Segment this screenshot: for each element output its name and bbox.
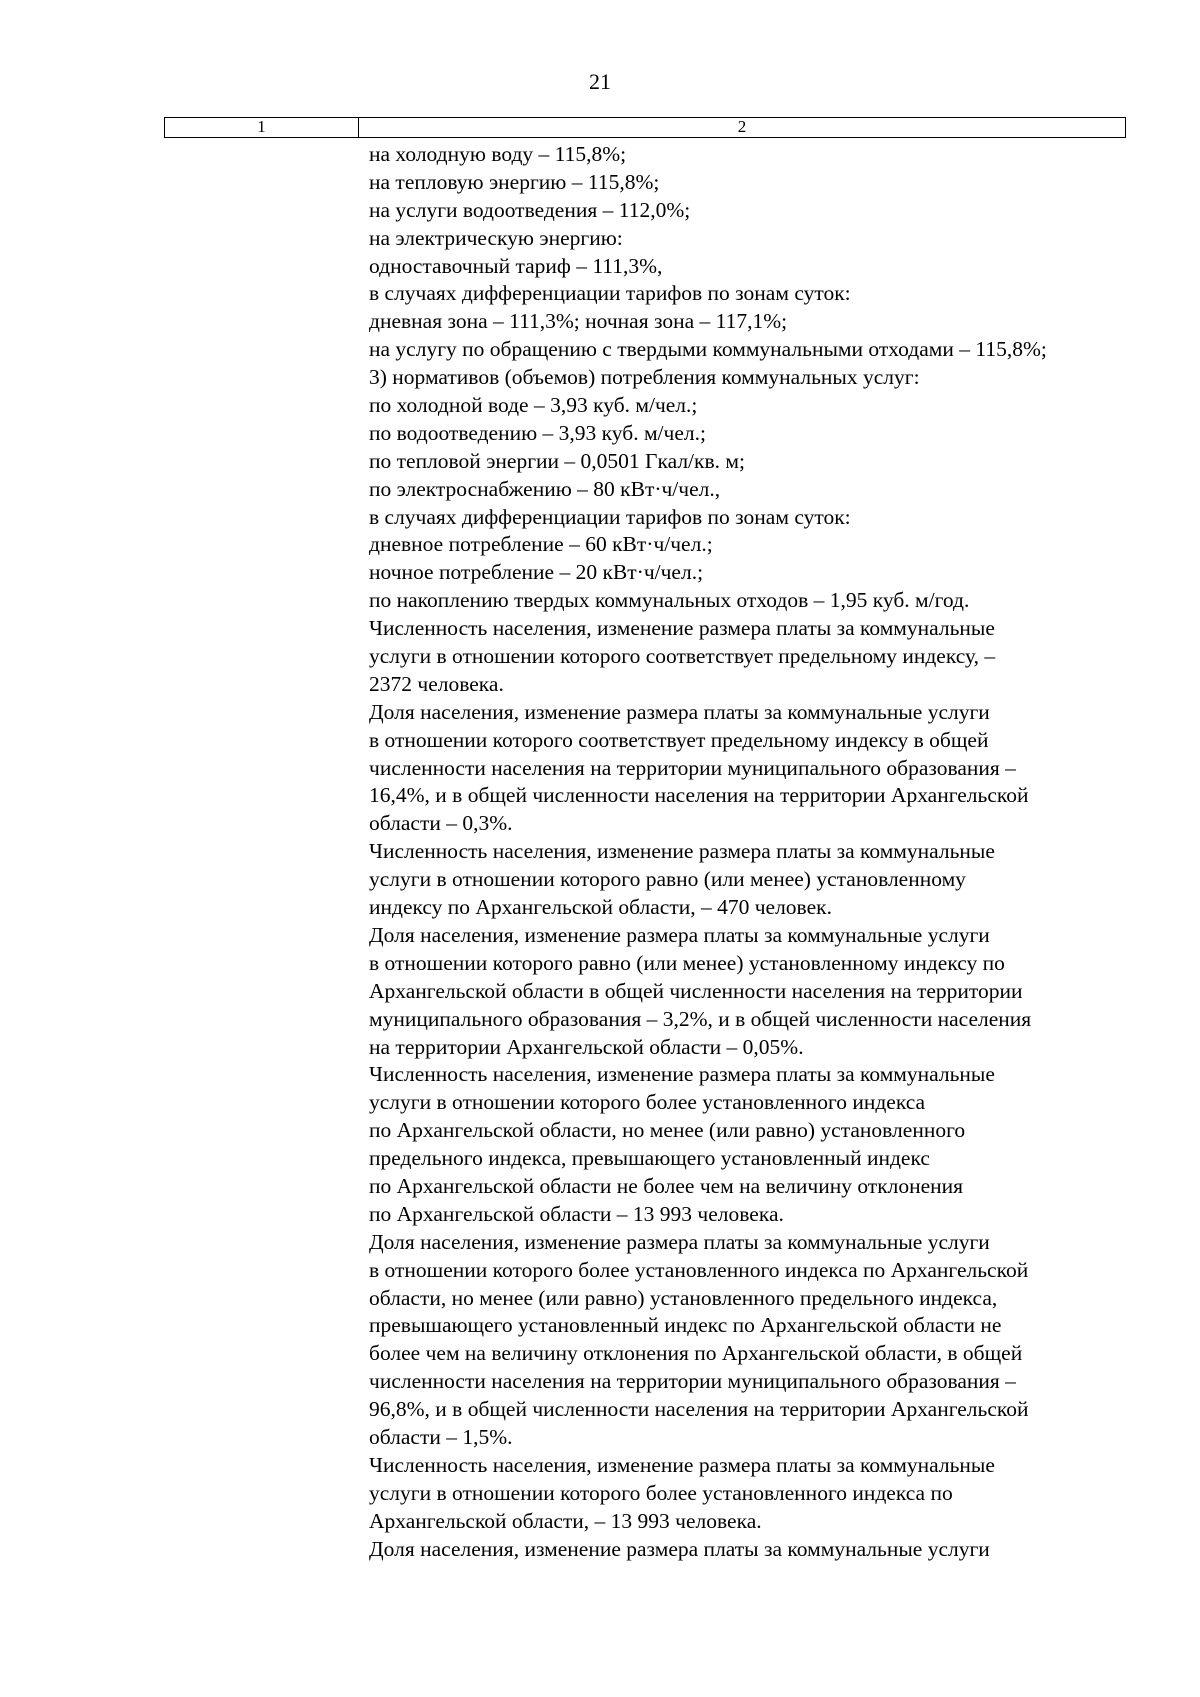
text-line: численности населения на территории муниципального образования – bbox=[369, 755, 1016, 780]
page-number: 21 bbox=[589, 69, 611, 94]
text-line: Численность населения, изменение размера платы за коммунальные bbox=[369, 616, 995, 641]
text-line: по электроснабжению – 80 кВт·ч/чел., bbox=[369, 476, 721, 501]
text-line: дневное потребление – 60 кВт·ч/чел.; bbox=[369, 532, 713, 557]
text-line: в отношении которого равно (или менее) установленному индексу по bbox=[369, 950, 1005, 975]
text-line: муниципального образования – 3,2%, и в общей численности населения bbox=[369, 1006, 1032, 1031]
text-line: по Архангельской области – 13 993 человека. bbox=[369, 1201, 784, 1226]
text-line: Доля населения, изменение размера платы за коммунальные услуги bbox=[369, 1229, 990, 1254]
text-line: Численность населения, изменение размера платы за коммунальные bbox=[369, 1062, 995, 1087]
text-line: на тепловую энергию – 115,8%; bbox=[369, 169, 660, 194]
text-line: на услугу по обращению с твердыми коммунальными отходами – 115,8%; bbox=[369, 337, 1047, 362]
text-line: индексу по Архангельской области, – 470 человек. bbox=[369, 895, 832, 920]
text-line: ночное потребление – 20 кВт·ч/чел.; bbox=[369, 560, 704, 585]
text-line: по Архангельской области, но менее (или равно) установленного bbox=[369, 1118, 966, 1143]
text-line: области – 0,3%. bbox=[369, 811, 513, 836]
text-line: области – 1,5%. bbox=[369, 1424, 513, 1449]
text-line: Доля населения, изменение размера платы за коммунальные услуги bbox=[369, 922, 990, 947]
text-line: одноставочный тариф – 111,3%, bbox=[369, 253, 663, 278]
text-line: в отношении которого более установленного индекса по Архангельской bbox=[369, 1257, 1029, 1282]
text-line: по Архангельской области не более чем на величину отклонения bbox=[369, 1173, 964, 1198]
text-line: области, но менее (или равно) установленного предельного индекса, bbox=[369, 1285, 998, 1310]
text-line: по холодной воде – 3,93 куб. м/чел.; bbox=[369, 393, 698, 418]
text-line: дневная зона – 111,3%; ночная зона – 117,1%; bbox=[369, 309, 788, 334]
text-line: Численность населения, изменение размера платы за коммунальные bbox=[369, 839, 995, 864]
text-line: в случаях дифференциации тарифов по зонам суток: bbox=[369, 504, 851, 529]
text-line: услуги в отношении которого равно (или менее) установленному bbox=[369, 867, 966, 892]
text-line: Архангельской области в общей численности населения на территории bbox=[369, 978, 1023, 1003]
text-line: в случаях дифференциации тарифов по зонам суток: bbox=[369, 281, 851, 306]
text-line: Архангельской области, – 13 993 человека. bbox=[369, 1508, 762, 1533]
text-line: превышающего установленный индекс по Архангельской области не bbox=[369, 1313, 1002, 1338]
text-line: на услуги водоотведения – 112,0%; bbox=[369, 197, 691, 222]
table-header-row bbox=[164, 117, 1126, 138]
text-line: Доля населения, изменение размера платы за коммунальные услуги bbox=[369, 699, 990, 724]
text-line: на территории Архангельской области – 0,05%. bbox=[369, 1034, 804, 1059]
table-header-cell-1: 1 bbox=[165, 118, 359, 137]
text-line: услуги в отношении которого более установленного индекса по bbox=[369, 1480, 953, 1505]
text-line: по водоотведению – 3,93 куб. м/чел.; bbox=[369, 420, 706, 445]
text-line: услуги в отношении которого соответствует предельному индексу, – bbox=[369, 644, 996, 669]
text-line: предельного индекса, превышающего установленный индекс bbox=[369, 1146, 930, 1171]
text-line: на электрическую энергию: bbox=[369, 225, 623, 250]
text-line: Численность населения, изменение размера платы за коммунальные bbox=[369, 1452, 995, 1477]
text-line: Доля населения, изменение размера платы за коммунальные услуги bbox=[369, 1536, 990, 1561]
text-line: в отношении которого соответствует предельному индексу в общей bbox=[369, 727, 989, 752]
table-header-cell-2: 2 bbox=[737, 117, 747, 136]
text-line: 96,8%, и в общей численности населения на территории Архангельской bbox=[369, 1397, 1029, 1422]
text-line: 16,4%, и в общей численности населения на территории Архангельской bbox=[369, 783, 1029, 808]
text-line: 3) нормативов (объемов) потребления коммунальных услуг: bbox=[369, 365, 920, 390]
text-line: по накоплению твердых коммунальных отходов – 1,95 куб. м/год. bbox=[369, 588, 970, 613]
text-line: услуги в отношении которого более установленного индекса bbox=[369, 1090, 926, 1115]
text-line: численности населения на территории муниципального образования – bbox=[369, 1369, 1016, 1394]
text-line: по тепловой энергии – 0,0501 Гкал/кв. м; bbox=[369, 448, 745, 473]
document-body-text bbox=[369, 141, 1129, 1563]
text-line: 2372 человека. bbox=[369, 671, 504, 696]
text-line: более чем на величину отклонения по Архангельской области, в общей bbox=[369, 1341, 1023, 1366]
text-line: на холодную воду – 115,8%; bbox=[369, 142, 627, 166]
